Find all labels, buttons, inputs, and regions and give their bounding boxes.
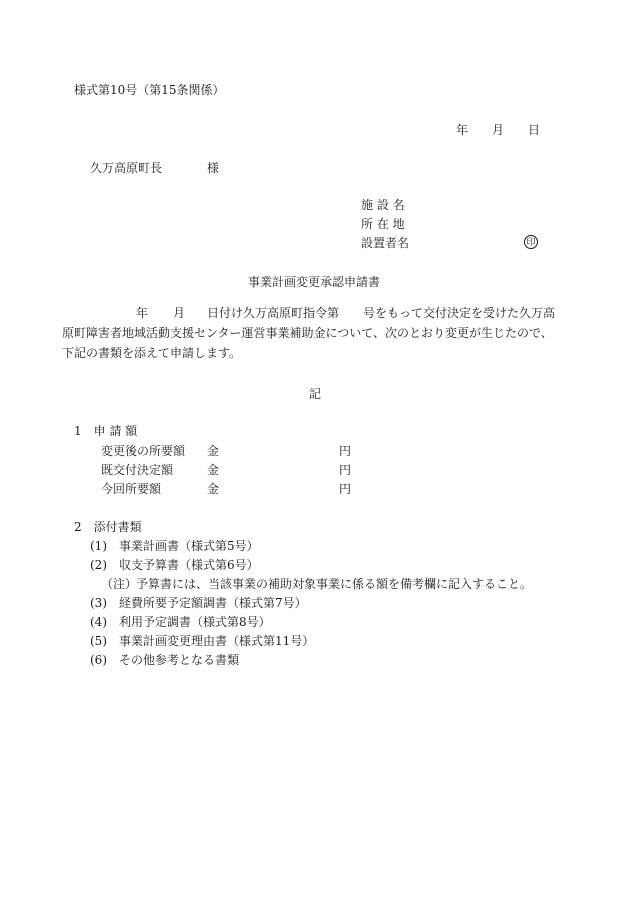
amount-row-unit: 円	[339, 482, 352, 496]
attachment-num: (4)	[90, 615, 107, 629]
attachment-text: 経費所要予定額調書（様式第7号）	[119, 596, 307, 610]
attachment-text: 事業計画書（様式第5号）	[119, 539, 259, 553]
attachment-text: 事業計画変更理由書（様式第11号）	[119, 634, 315, 648]
address-label: 所 在 地	[361, 217, 405, 231]
body-line-1: 日付け久万高原町指令第 号をもって交付決定を受けた久万高	[207, 306, 556, 320]
attachment-num: (5)	[90, 634, 107, 648]
attachment-num: (1)	[90, 539, 107, 553]
section2-heading: 2 添付書類	[74, 520, 142, 534]
attachment-text: その他参考となる書類	[119, 653, 240, 667]
installer-label: 設置者名	[361, 236, 410, 250]
date-day: 日	[528, 123, 541, 137]
attachment-num: (2)	[90, 558, 107, 572]
body-line-3: 下記の書類を添えて申請します。	[62, 346, 242, 360]
amount-row-unit: 円	[339, 444, 352, 458]
amount-row-label: 変更後の所要額	[101, 444, 186, 458]
amount-row-label: 既交付決定額	[101, 463, 174, 477]
body-year: 年	[136, 306, 149, 320]
attachment-num: (6)	[90, 653, 107, 667]
attachment-num: (3)	[90, 596, 107, 610]
form-id: 様式第10号（第15条関係）	[74, 83, 225, 97]
amount-row-unit: 円	[339, 463, 352, 477]
body-line-2: 原町障害者地域活動支援センター運営事業補助金について、次のとおり変更が生じたので、	[62, 326, 553, 340]
addressee-name: 久万高原町長	[90, 161, 163, 175]
amount-row-label: 今回所要額	[101, 482, 162, 496]
document-title: 事業計画変更承認申請書	[248, 275, 381, 289]
section1-heading: 1 申 請 額	[74, 424, 138, 438]
body-month: 月	[173, 306, 186, 320]
date-year: 年	[456, 123, 469, 137]
note-label: （注）	[101, 577, 138, 591]
seal-icon: 印	[524, 235, 538, 249]
amount-row-currency: 金	[207, 482, 220, 496]
note-text: 予算書には、当該事業の補助対象事業に係る額を備考欄に記入すること。	[136, 577, 533, 591]
amount-row-currency: 金	[207, 463, 220, 477]
facility-name-label: 施 設 名	[361, 198, 405, 212]
attachment-text: 利用予定調書（様式第8号）	[119, 615, 271, 629]
date-month: 月	[492, 123, 505, 137]
ki-heading: 記	[309, 387, 322, 401]
attachment-text: 収支予算書（様式第6号）	[119, 558, 259, 572]
amount-row-currency: 金	[207, 444, 220, 458]
addressee-honorific: 様	[207, 161, 220, 175]
